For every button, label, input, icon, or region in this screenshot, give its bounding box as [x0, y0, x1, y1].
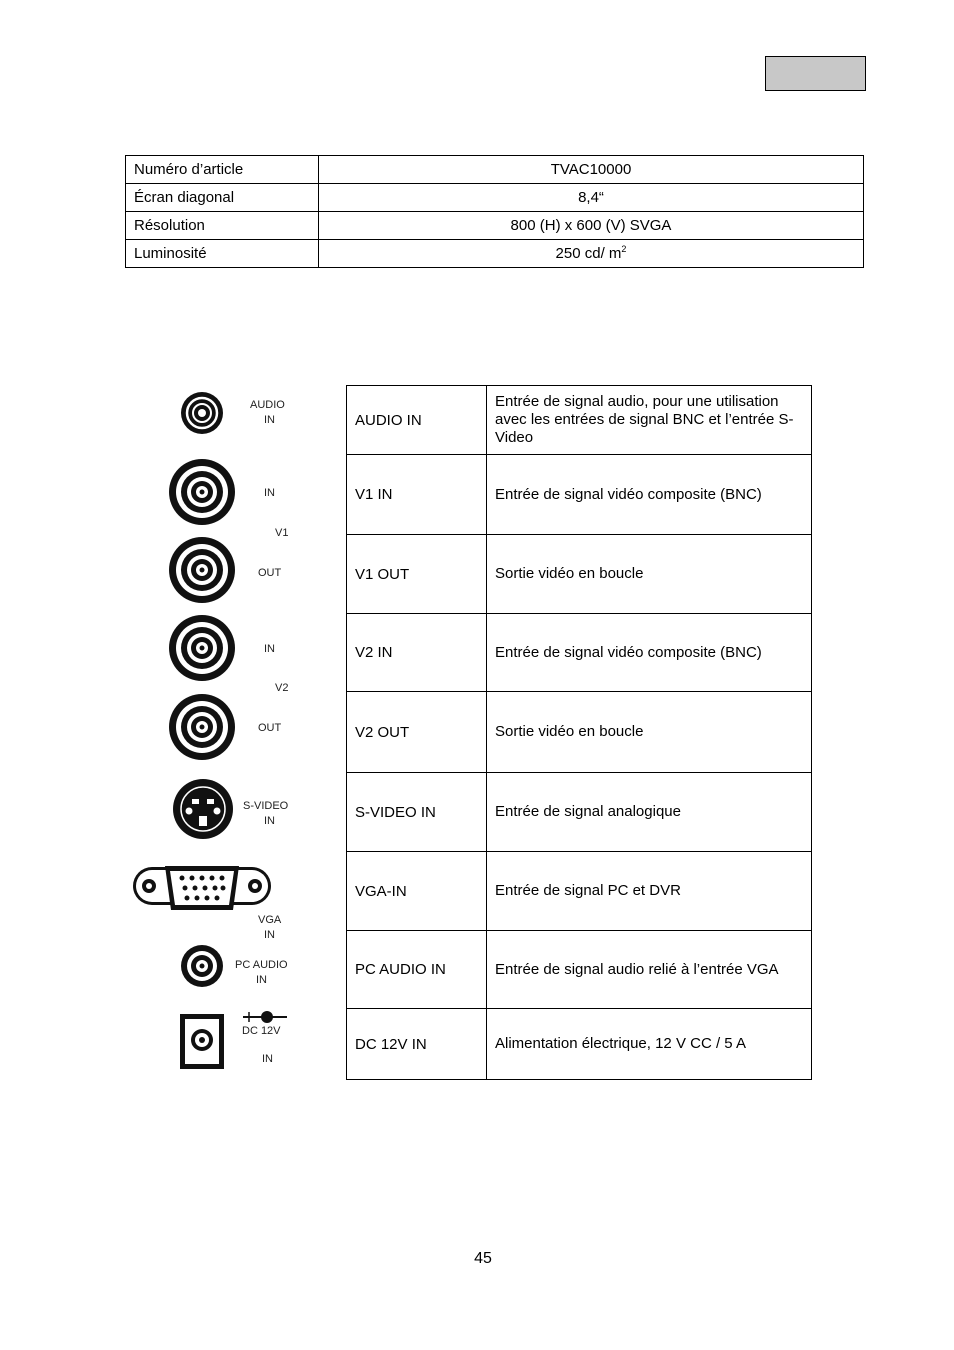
dc-label-bottom: IN	[262, 1053, 273, 1065]
v1-out-label: OUT	[258, 567, 282, 579]
v1-in-label: IN	[264, 487, 275, 499]
v2-out-label: OUT	[258, 722, 282, 734]
connection-description: Sortie vidéo en boucle	[487, 535, 812, 614]
audio-in-label-bottom: IN	[264, 414, 275, 426]
connection-name: V2 IN	[347, 614, 487, 692]
vga-label-bottom: IN	[264, 929, 275, 941]
connection-name: DC 12V IN	[347, 1009, 487, 1080]
s-video-label-bottom: IN	[264, 815, 275, 827]
connection-row	[347, 773, 812, 852]
v1-out-bnc-icon	[169, 537, 235, 603]
connection-name: S-VIDEO IN	[347, 773, 487, 852]
spec-value	[319, 240, 864, 268]
audio-in-jack-icon	[181, 392, 223, 434]
spec-row-article	[126, 156, 864, 184]
connection-row	[347, 614, 812, 692]
brightness-unit-exponent: 2	[621, 244, 627, 254]
spec-row-resolution	[126, 212, 864, 240]
dc-label-top: DC 12V	[242, 1025, 281, 1037]
connection-description: Entrée de signal PC et DVR	[487, 852, 812, 931]
connection-name: V2 OUT	[347, 692, 487, 773]
spec-value: 800 (H) x 600 (V) SVGA	[319, 212, 864, 240]
pc-audio-label-top: PC AUDIO	[235, 959, 288, 971]
connection-row	[347, 692, 812, 773]
connection-description: Entrée de signal vidéo composite (BNC)	[487, 614, 812, 692]
spec-row-diagonal	[126, 184, 864, 212]
connection-name: V1 OUT	[347, 535, 487, 614]
spec-row-brightness	[126, 240, 864, 268]
v1-group-label: V1	[275, 527, 289, 539]
connection-row	[347, 931, 812, 1009]
spec-label: Luminosité	[126, 240, 319, 268]
connection-name: V1 IN	[347, 455, 487, 535]
v2-out-bnc-icon	[169, 694, 235, 760]
connection-row	[347, 1009, 812, 1080]
v2-in-bnc-icon	[169, 615, 235, 681]
connector-panel-illustration	[125, 380, 325, 1080]
connection-description: Entrée de signal audio relié à l’entrée VGA	[487, 931, 812, 1009]
connection-name: VGA-IN	[347, 852, 487, 931]
spec-value: TVAC10000	[319, 156, 864, 184]
pc-audio-jack-icon	[181, 945, 223, 987]
spec-table	[125, 155, 864, 268]
language-tab-box	[765, 56, 866, 91]
spec-value: 8,4“	[319, 184, 864, 212]
connection-row	[347, 535, 812, 614]
s-video-label-top: S-VIDEO	[243, 800, 289, 812]
spec-label: Numéro d’article	[126, 156, 319, 184]
vga-port-icon	[133, 866, 271, 910]
audio-in-label-top: AUDIO	[250, 399, 285, 411]
connection-description: Entrée de signal audio, pour une utilisation avec les entrées de signal BNC et l’entrée S-Video	[487, 386, 812, 455]
connection-name: PC AUDIO IN	[347, 931, 487, 1009]
dc-power-jack-icon	[180, 1014, 224, 1069]
connection-description: Alimentation électrique, 12 V CC / 5 A	[487, 1009, 812, 1080]
connection-row	[347, 386, 812, 455]
pc-audio-label-bottom: IN	[256, 974, 267, 986]
page-number: 45	[474, 1250, 492, 1267]
v2-group-label: V2	[275, 682, 289, 694]
connection-name: AUDIO IN	[347, 386, 487, 455]
spec-label: Résolution	[126, 212, 319, 240]
connection-description: Sortie vidéo en boucle	[487, 692, 812, 773]
s-video-jack-icon	[173, 779, 233, 839]
dc-polarity-icon	[243, 1011, 287, 1023]
connection-row	[347, 455, 812, 535]
connections-table	[346, 385, 812, 1080]
brightness-value: 250 cd/ m	[555, 245, 622, 262]
vga-label-top: VGA	[258, 914, 282, 926]
v1-in-bnc-icon	[169, 459, 235, 525]
connection-description: Entrée de signal analogique	[487, 773, 812, 852]
connection-row	[347, 852, 812, 931]
spec-label: Écran diagonal	[126, 184, 319, 212]
v2-in-label: IN	[264, 643, 275, 655]
connection-description: Entrée de signal vidéo composite (BNC)	[487, 455, 812, 535]
